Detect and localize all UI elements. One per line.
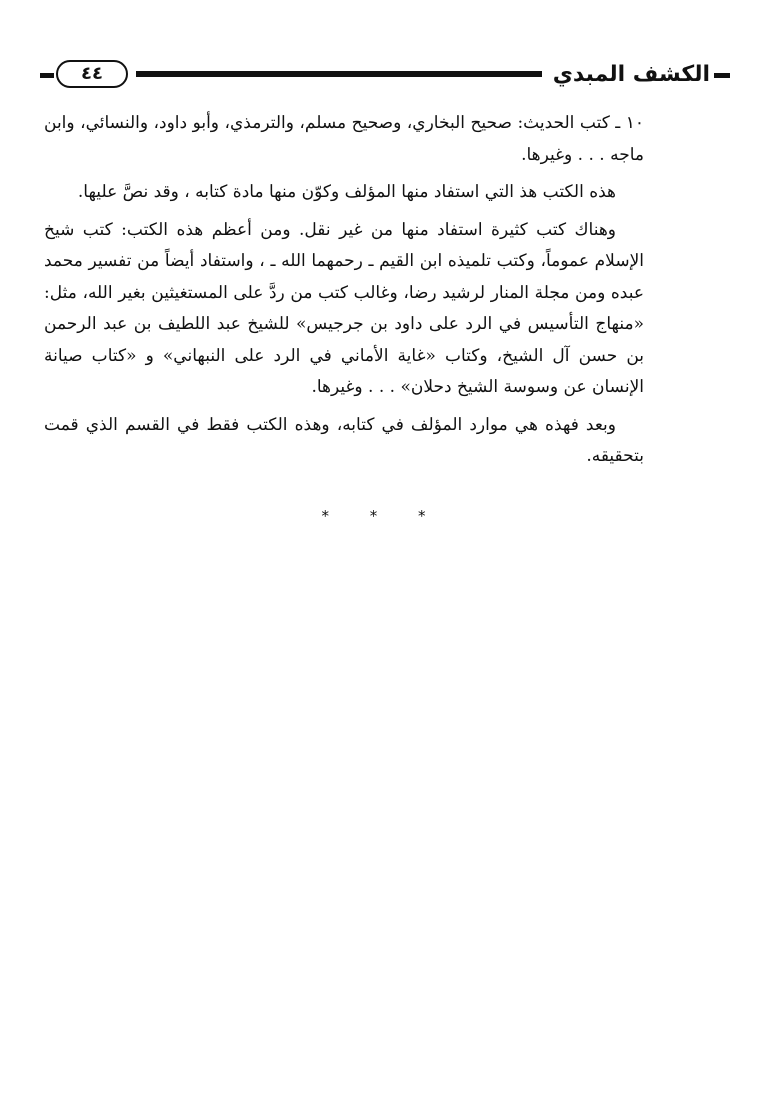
header-rule [136,71,542,77]
paragraph: وهناك كتب كثيرة استفاد منها من غير نقل. ومن أعظم هذه الكتب: كتب شيخ الإسلام عموماً، وكتب تلميذه ابن القيم ـ رحمهما الله ـ ، واستفاد أيضاً من تفسير محمد عبده ومن مجلة المنار لرشيد رضا، وغالب كتب من ردَّ على المستغيثين بغير الله، مثل: «منهاج التأسيس في الرد على داود بن جرجيس» للشيخ عبد اللطيف بن عبد الرحمن بن حسن آل الشيخ، وكتاب «غاية الأماني في الرد على النبهاني» و «كتاب صيانة الإنسان عن وسوسة الشيخ دحلان» . . . وغيرها. [44,219,644,397]
page-body [44,108,644,473]
section-separator: * * * [321,507,444,525]
page-number: ٤٤ [81,63,103,84]
list-item-10: ١٠ ـ كتب الحديث: صحيح البخاري، وصحيح مسلم، والترمذي، وأبو داود، والنسائي، وابن ماجه . . . وغيرها. [44,113,644,165]
running-title: الكشف المبدي [552,62,710,87]
paragraph: هذه الكتب هذ التي استفاد منها المؤلف وكوّن منها مادة كتابه ، وقد نصَّ عليها. [77,182,616,202]
page-number-badge [56,60,128,88]
page-header [40,60,730,96]
paragraph: وبعد فهذه هي موارد المؤلف في كتابه، وهذه الكتب فقط في القسم الذي قمت بتحقيقه. [44,414,644,466]
header-rule-left [40,73,54,78]
header-rule-right [714,73,730,78]
